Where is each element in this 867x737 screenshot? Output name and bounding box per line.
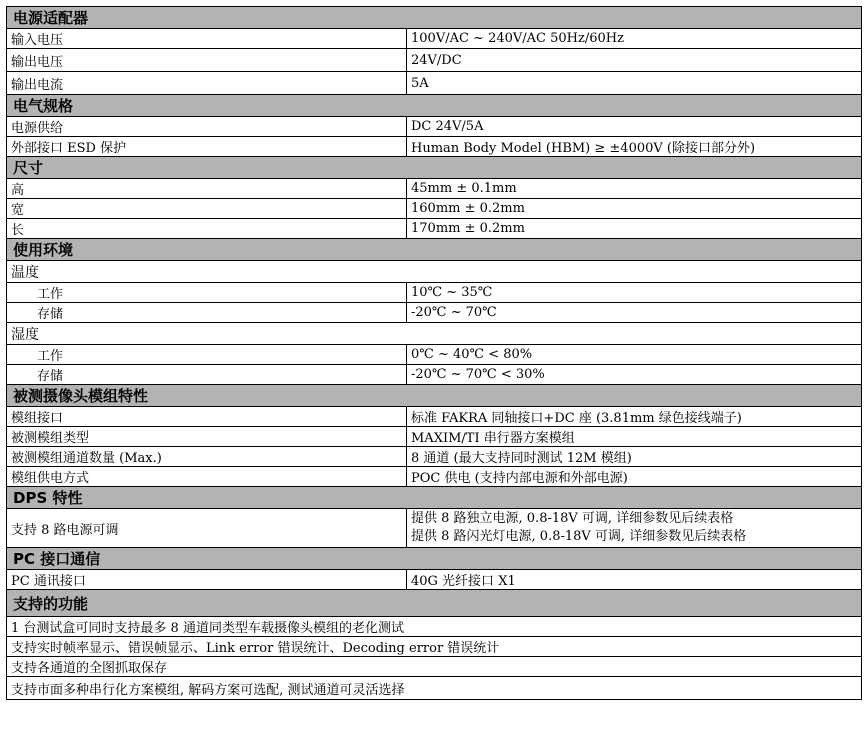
spec-value: 45mm ± 0.1mm <box>407 179 862 199</box>
spec-label: 高 <box>7 179 407 199</box>
spec-label: 被测模组通道数量 (Max.) <box>7 447 407 467</box>
spec-value: 8 通道 (最大支持同时测试 12M 模组) <box>407 447 862 467</box>
spec-label: 宽 <box>7 199 407 219</box>
table-row <box>7 509 862 548</box>
spec-label: 电源供给 <box>7 117 407 137</box>
table-row <box>7 72 862 95</box>
table-row <box>7 49 862 72</box>
spec-value: -20℃ ~ 70℃ <box>407 303 862 323</box>
table-row <box>7 199 862 219</box>
group-row-temperature <box>7 261 862 283</box>
spec-value: 160mm ± 0.2mm <box>407 199 862 219</box>
spec-value <box>407 509 862 548</box>
spec-value: POC 供电 (支持内部电源和外部电源) <box>407 467 862 487</box>
spec-value: 标准 FAKRA 同轴接口+DC 座 (3.81mm 绿色接线端子) <box>407 407 862 427</box>
spec-value: 10℃ ~ 35℃ <box>407 283 862 303</box>
spec-table <box>6 6 862 700</box>
list-item <box>7 617 862 637</box>
spec-label: 存储 <box>7 303 407 323</box>
table-row <box>7 29 862 49</box>
spec-label: 长 <box>7 219 407 239</box>
group-label: 温度 <box>7 261 862 283</box>
spec-label: 模组供电方式 <box>7 467 407 487</box>
table-row <box>7 345 862 365</box>
list-item <box>7 637 862 657</box>
section-title: 支持的功能 <box>7 590 862 617</box>
table-row <box>7 407 862 427</box>
dps-line-independent: 提供 8 路独立电源, 0.8-18V 可调, 详细参数见后续表格 <box>411 511 734 526</box>
list-item <box>7 657 862 677</box>
spec-label: 存储 <box>7 365 407 385</box>
spec-label: 外部接口 ESD 保护 <box>7 137 407 157</box>
spec-label: 输出电压 <box>7 49 407 72</box>
section-title: 尺寸 <box>7 157 862 179</box>
list-item <box>7 677 862 700</box>
spec-label: 工作 <box>7 345 407 365</box>
table-row <box>7 570 862 590</box>
section-title: PC 接口通信 <box>7 548 862 570</box>
table-row <box>7 117 862 137</box>
section-title: DPS 特性 <box>7 487 862 509</box>
table-row <box>7 179 862 199</box>
section-header-power-adapter <box>7 7 862 29</box>
feature-text: 支持实时帧率显示、错误帧显示、Link error 错误统计、Decoding error 错误统计 <box>7 637 862 657</box>
table-row <box>7 427 862 447</box>
spec-value: Human Body Model (HBM) ≥ ±4000V (除接口部分外) <box>407 137 862 157</box>
spec-label: 输入电压 <box>7 29 407 49</box>
dps-line-flash: 提供 8 路闪光灯电源, 0.8-18V 可调, 详细参数见后续表格 <box>411 529 747 544</box>
table-row <box>7 137 862 157</box>
spec-label: 工作 <box>7 283 407 303</box>
spec-value: 5A <box>407 72 862 95</box>
spec-value: 170mm ± 0.2mm <box>407 219 862 239</box>
section-header-features <box>7 590 862 617</box>
spec-label: 输出电流 <box>7 72 407 95</box>
table-row <box>7 219 862 239</box>
section-title: 电源适配器 <box>7 7 862 29</box>
section-header-dps <box>7 487 862 509</box>
spec-value: 24V/DC <box>407 49 862 72</box>
section-header-environment <box>7 239 862 261</box>
table-row <box>7 365 862 385</box>
spec-label: 被测模组类型 <box>7 427 407 447</box>
table-row <box>7 467 862 487</box>
spec-label: 支持 8 路电源可调 <box>7 509 407 548</box>
spec-value: 0℃ ~ 40℃ < 80% <box>407 345 862 365</box>
spec-value: DC 24V/5A <box>407 117 862 137</box>
group-label: 湿度 <box>7 323 862 345</box>
spec-value: 40G 光纤接口 X1 <box>407 570 862 590</box>
spec-value: 100V/AC ~ 240V/AC 50Hz/60Hz <box>407 29 862 49</box>
table-row <box>7 447 862 467</box>
spec-label: PC 通讯接口 <box>7 570 407 590</box>
section-title: 被测摄像头模组特性 <box>7 385 862 407</box>
spec-label: 模组接口 <box>7 407 407 427</box>
section-header-electrical <box>7 95 862 117</box>
spec-value: MAXIM/TI 串行器方案模组 <box>407 427 862 447</box>
section-header-size <box>7 157 862 179</box>
section-title: 电气规格 <box>7 95 862 117</box>
feature-text: 支持市面多种串行化方案模组, 解码方案可选配, 测试通道可灵活选择 <box>7 677 862 700</box>
section-header-camera-module <box>7 385 862 407</box>
group-row-humidity <box>7 323 862 345</box>
spec-value: -20℃ ~ 70℃ < 30% <box>407 365 862 385</box>
feature-text: 支持各通道的全图抓取保存 <box>7 657 862 677</box>
table-row <box>7 283 862 303</box>
table-row <box>7 303 862 323</box>
section-title: 使用环境 <box>7 239 862 261</box>
feature-text: 1 台测试盒可同时支持最多 8 通道同类型车载摄像头模组的老化测试 <box>7 617 862 637</box>
section-header-pc <box>7 548 862 570</box>
